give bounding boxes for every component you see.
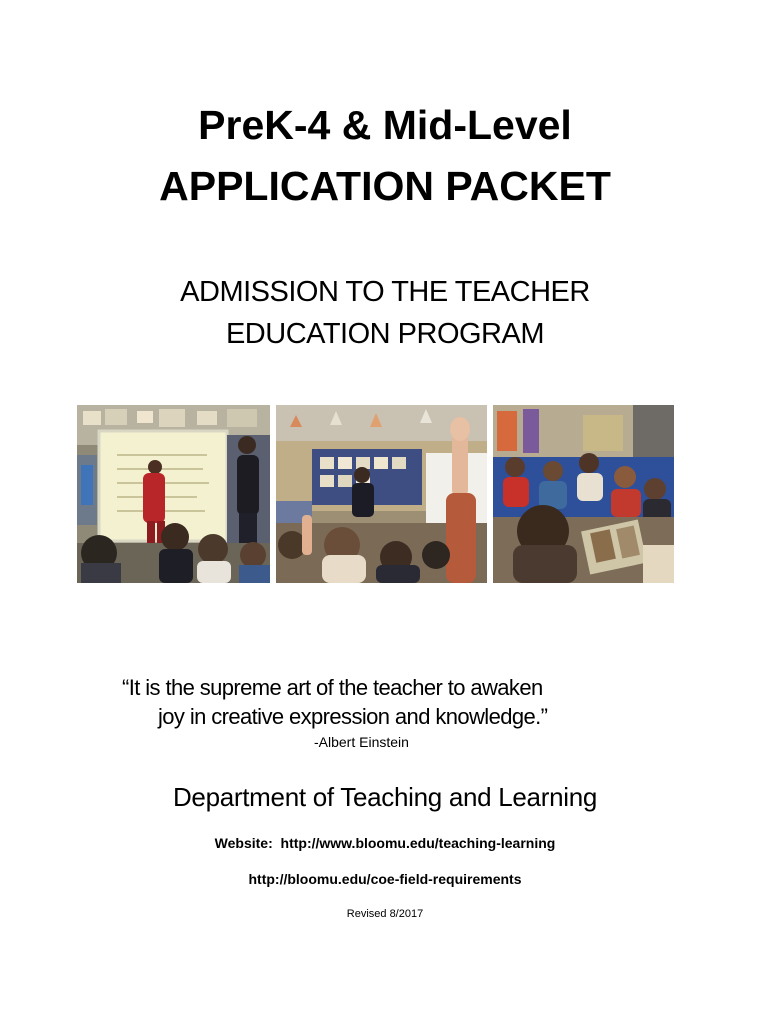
teacher-at-whiteboard-photo: [77, 405, 270, 583]
field-requirements-link[interactable]: http://bloomu.edu/coe-field-requirements: [248, 871, 522, 887]
department-name: Department of Teaching and Learning: [172, 782, 598, 812]
subtitle-line-1: ADMISSION TO THE TEACHER: [180, 276, 590, 308]
revision-date: Revised 8/2017: [346, 908, 424, 920]
students-raising-hands-photo: [276, 405, 487, 583]
photo-strip: [77, 405, 674, 583]
website-link[interactable]: http://www.bloomu.edu/teaching-learning: [280, 835, 556, 851]
quote-line-2: joy in creative expression and knowledge.”: [158, 704, 548, 729]
website-label: Website:: [214, 835, 273, 851]
quote-line-1: “It is the supreme art of the teacher to awaken: [122, 675, 543, 700]
subtitle-line-2: EDUCATION PROGRAM: [225, 318, 545, 350]
website-line: [0, 835, 770, 851]
field-requirements-line: [0, 871, 770, 887]
title-line-2: APPLICATION PACKET: [159, 163, 611, 209]
title-line-1: PreK-4 & Mid-Level: [198, 102, 572, 148]
students-reading-circle-photo: [493, 405, 674, 583]
quote-attribution: -Albert Einstein: [314, 734, 409, 750]
